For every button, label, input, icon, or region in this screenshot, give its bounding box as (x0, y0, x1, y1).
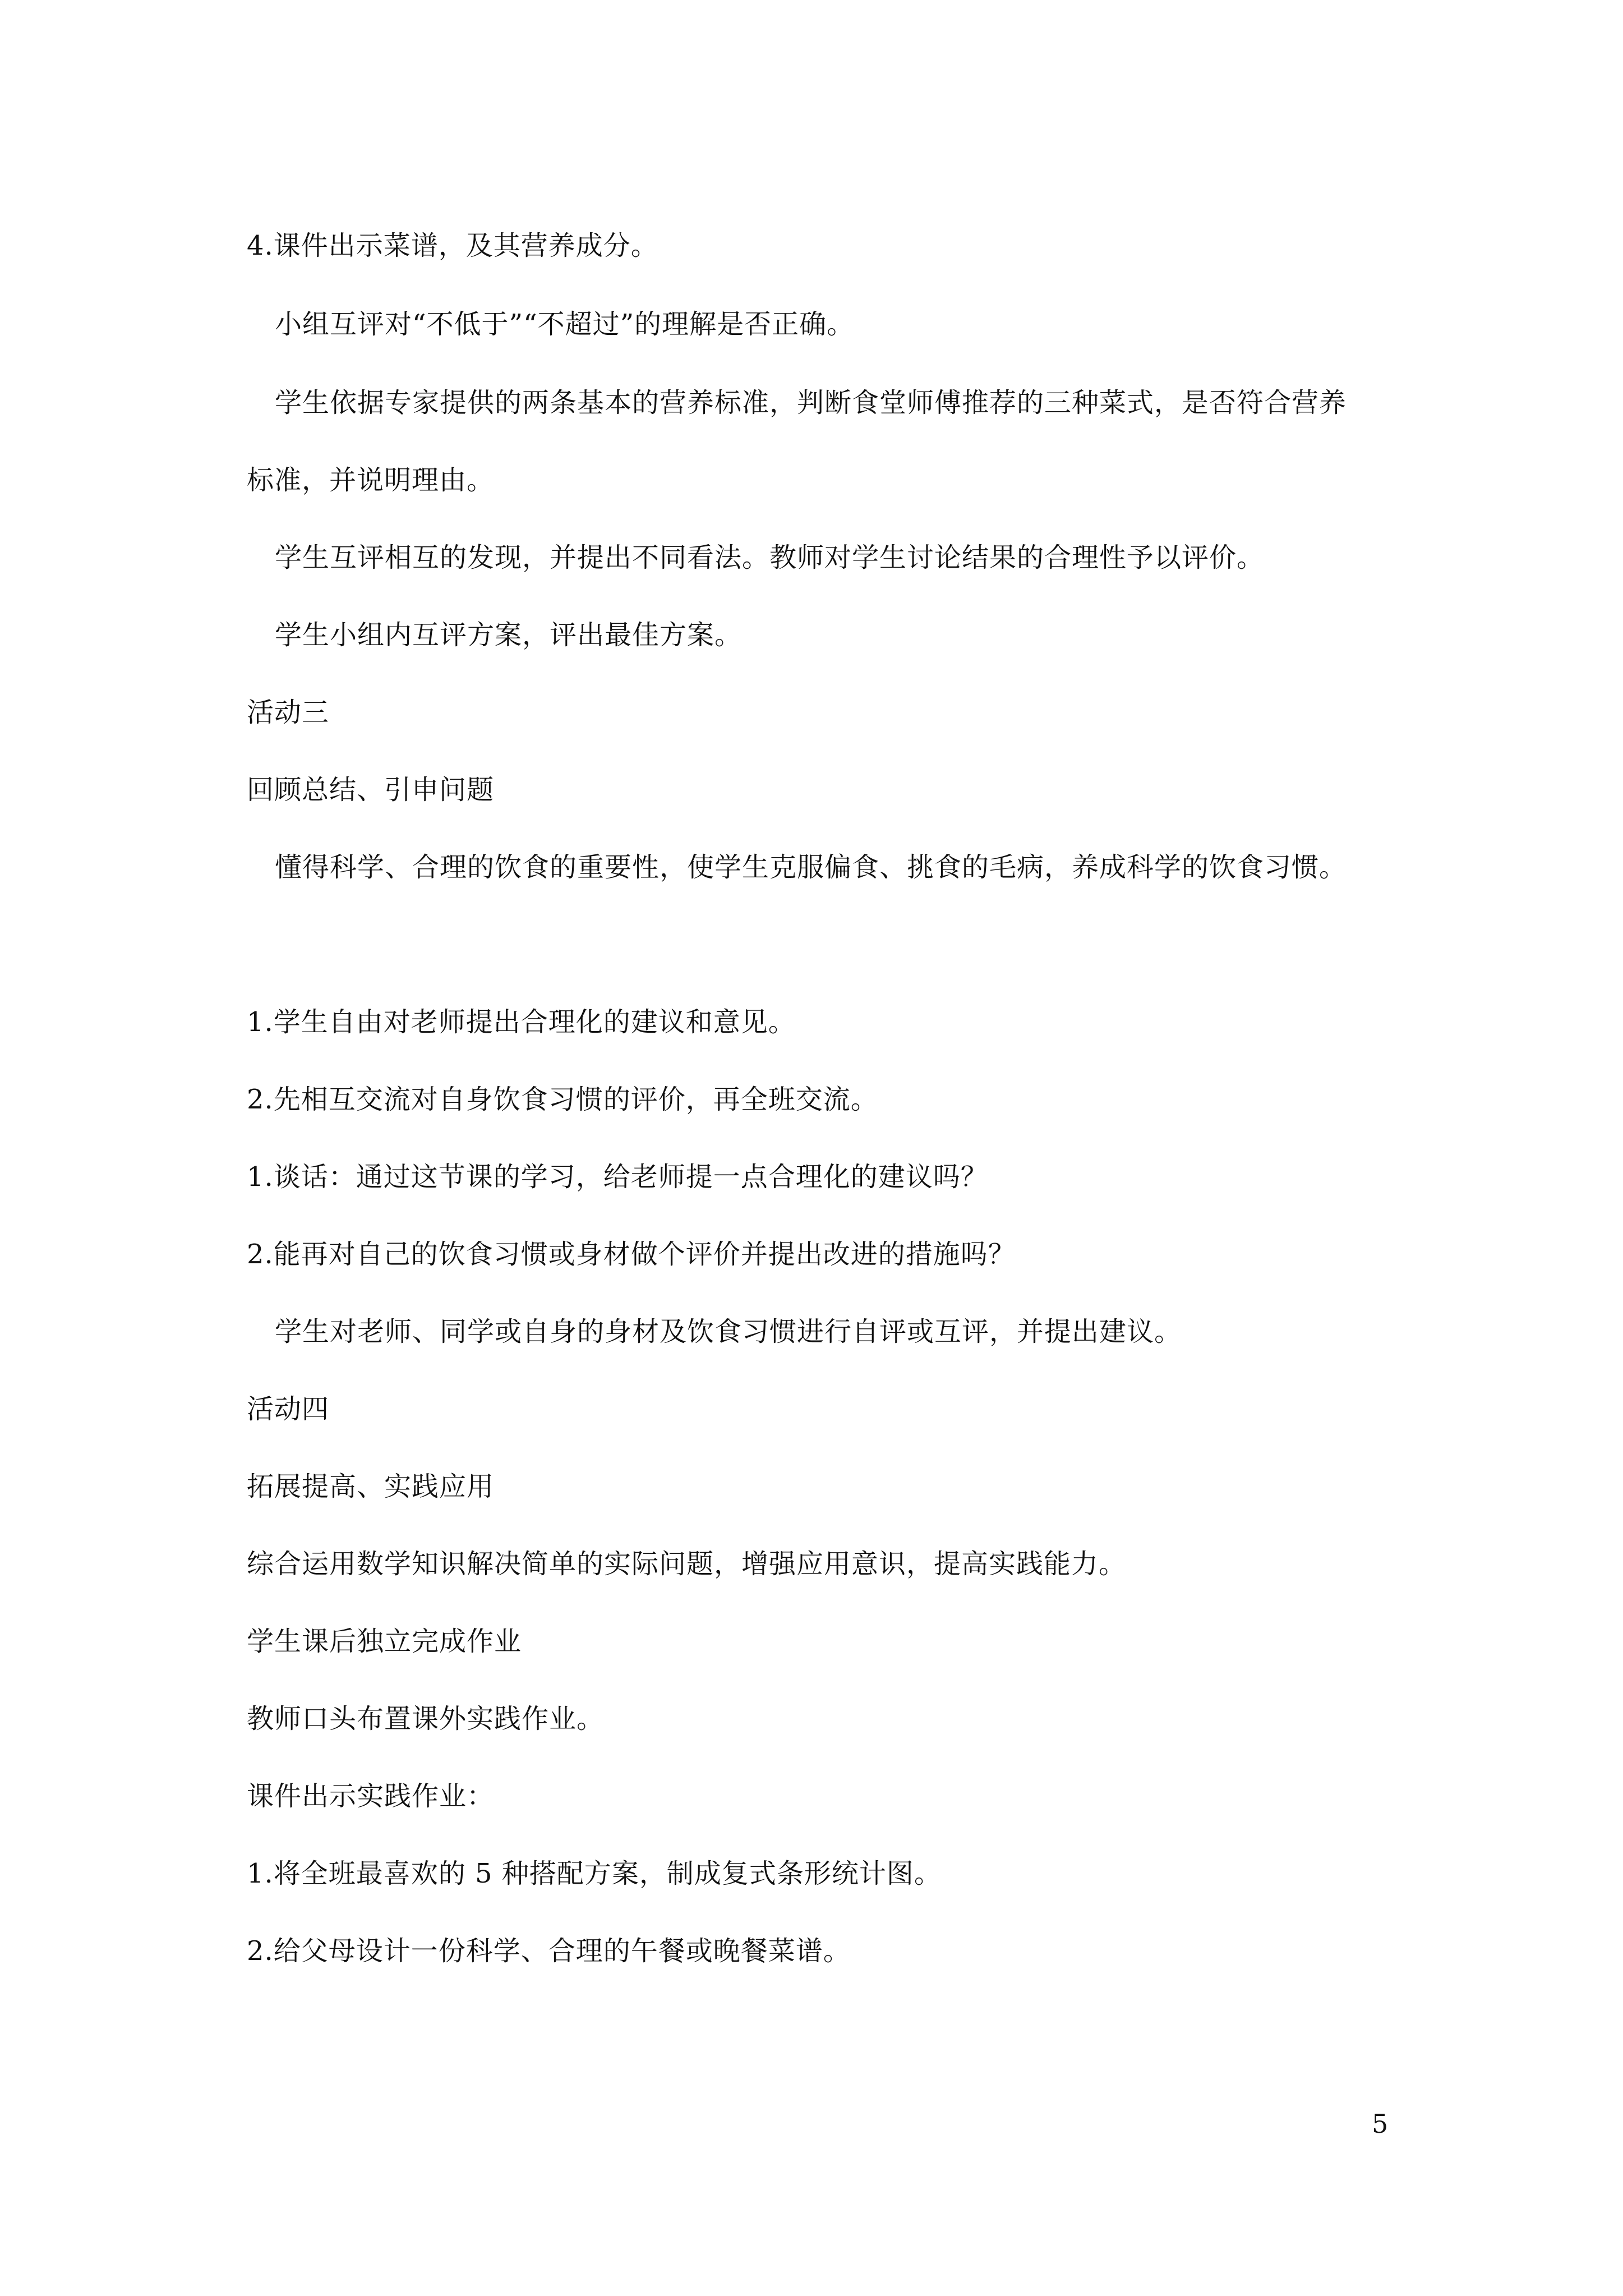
text-line-teacher-advice: 1.学生自由对老师提出合理化的建议和意见。 (247, 1006, 796, 1038)
text-line-self-evaluation: 2.能再对自己的饮食习惯或身材做个评价并提出改进的措施吗？ (247, 1239, 1016, 1270)
text-line-student-suggestions: 学生对老师、同学或自身的身材及饮食习惯进行自评或互评，并提出建议。 (275, 1316, 1182, 1347)
text-line-group-review: 小组互评对“不低于”“不超过”的理解是否正确。 (275, 309, 855, 340)
text-line-standard-reason: 标准，并说明理由。 (247, 464, 495, 496)
text-line-homework: 学生课后独立完成作业 (247, 1626, 522, 1657)
text-line-best-plan: 学生小组内互评方案，评出最佳方案。 (275, 619, 743, 651)
section-heading-activity-four: 活动四 (247, 1393, 330, 1425)
text-line-diet-importance: 懂得科学、合理的饮食的重要性，使学生克服偏食、挑食的毛病，养成科学的饮食习惯。 (275, 852, 1347, 883)
text-line-apply-math: 综合运用数学知识解决简单的实际问题，增强应用意识，提高实践能力。 (247, 1548, 1127, 1580)
text-line-student-discovery: 学生互评相互的发现，并提出不同看法。教师对学生讨论结果的合理性予以评价。 (275, 542, 1265, 573)
text-line-practice-task-title: 课件出示实践作业： (247, 1780, 495, 1812)
page-number: 5 (1372, 2109, 1389, 2139)
section-subheading-practice: 拓展提高、实践应用 (247, 1471, 495, 1502)
text-line-chart-task: 1.将全班最喜欢的 5 种搭配方案，制成复式条形统计图。 (247, 1858, 942, 1889)
text-line-class-exchange: 2.先相互交流对自身饮食习惯的评价，再全班交流。 (247, 1084, 878, 1115)
text-line-menu-task: 2.给父母设计一份科学、合理的午餐或晚餐菜谱。 (247, 1935, 851, 1967)
text-line-course-menu: 4.课件出示菜谱，及其营养成分。 (247, 230, 658, 261)
section-subheading-review: 回顾总结、引申问题 (247, 774, 495, 806)
text-line-talk: 1.谈话：通过这节课的学习，给老师提一点合理化的建议吗？ (247, 1161, 988, 1193)
section-heading-activity-three: 活动三 (247, 697, 330, 728)
text-line-teacher-assignment: 教师口头布置课外实践作业。 (247, 1703, 605, 1734)
text-line-nutrition-standard: 学生依据专家提供的两条基本的营养标准，判断食堂师傅推荐的三种菜式，是否符合营养 (275, 387, 1347, 418)
